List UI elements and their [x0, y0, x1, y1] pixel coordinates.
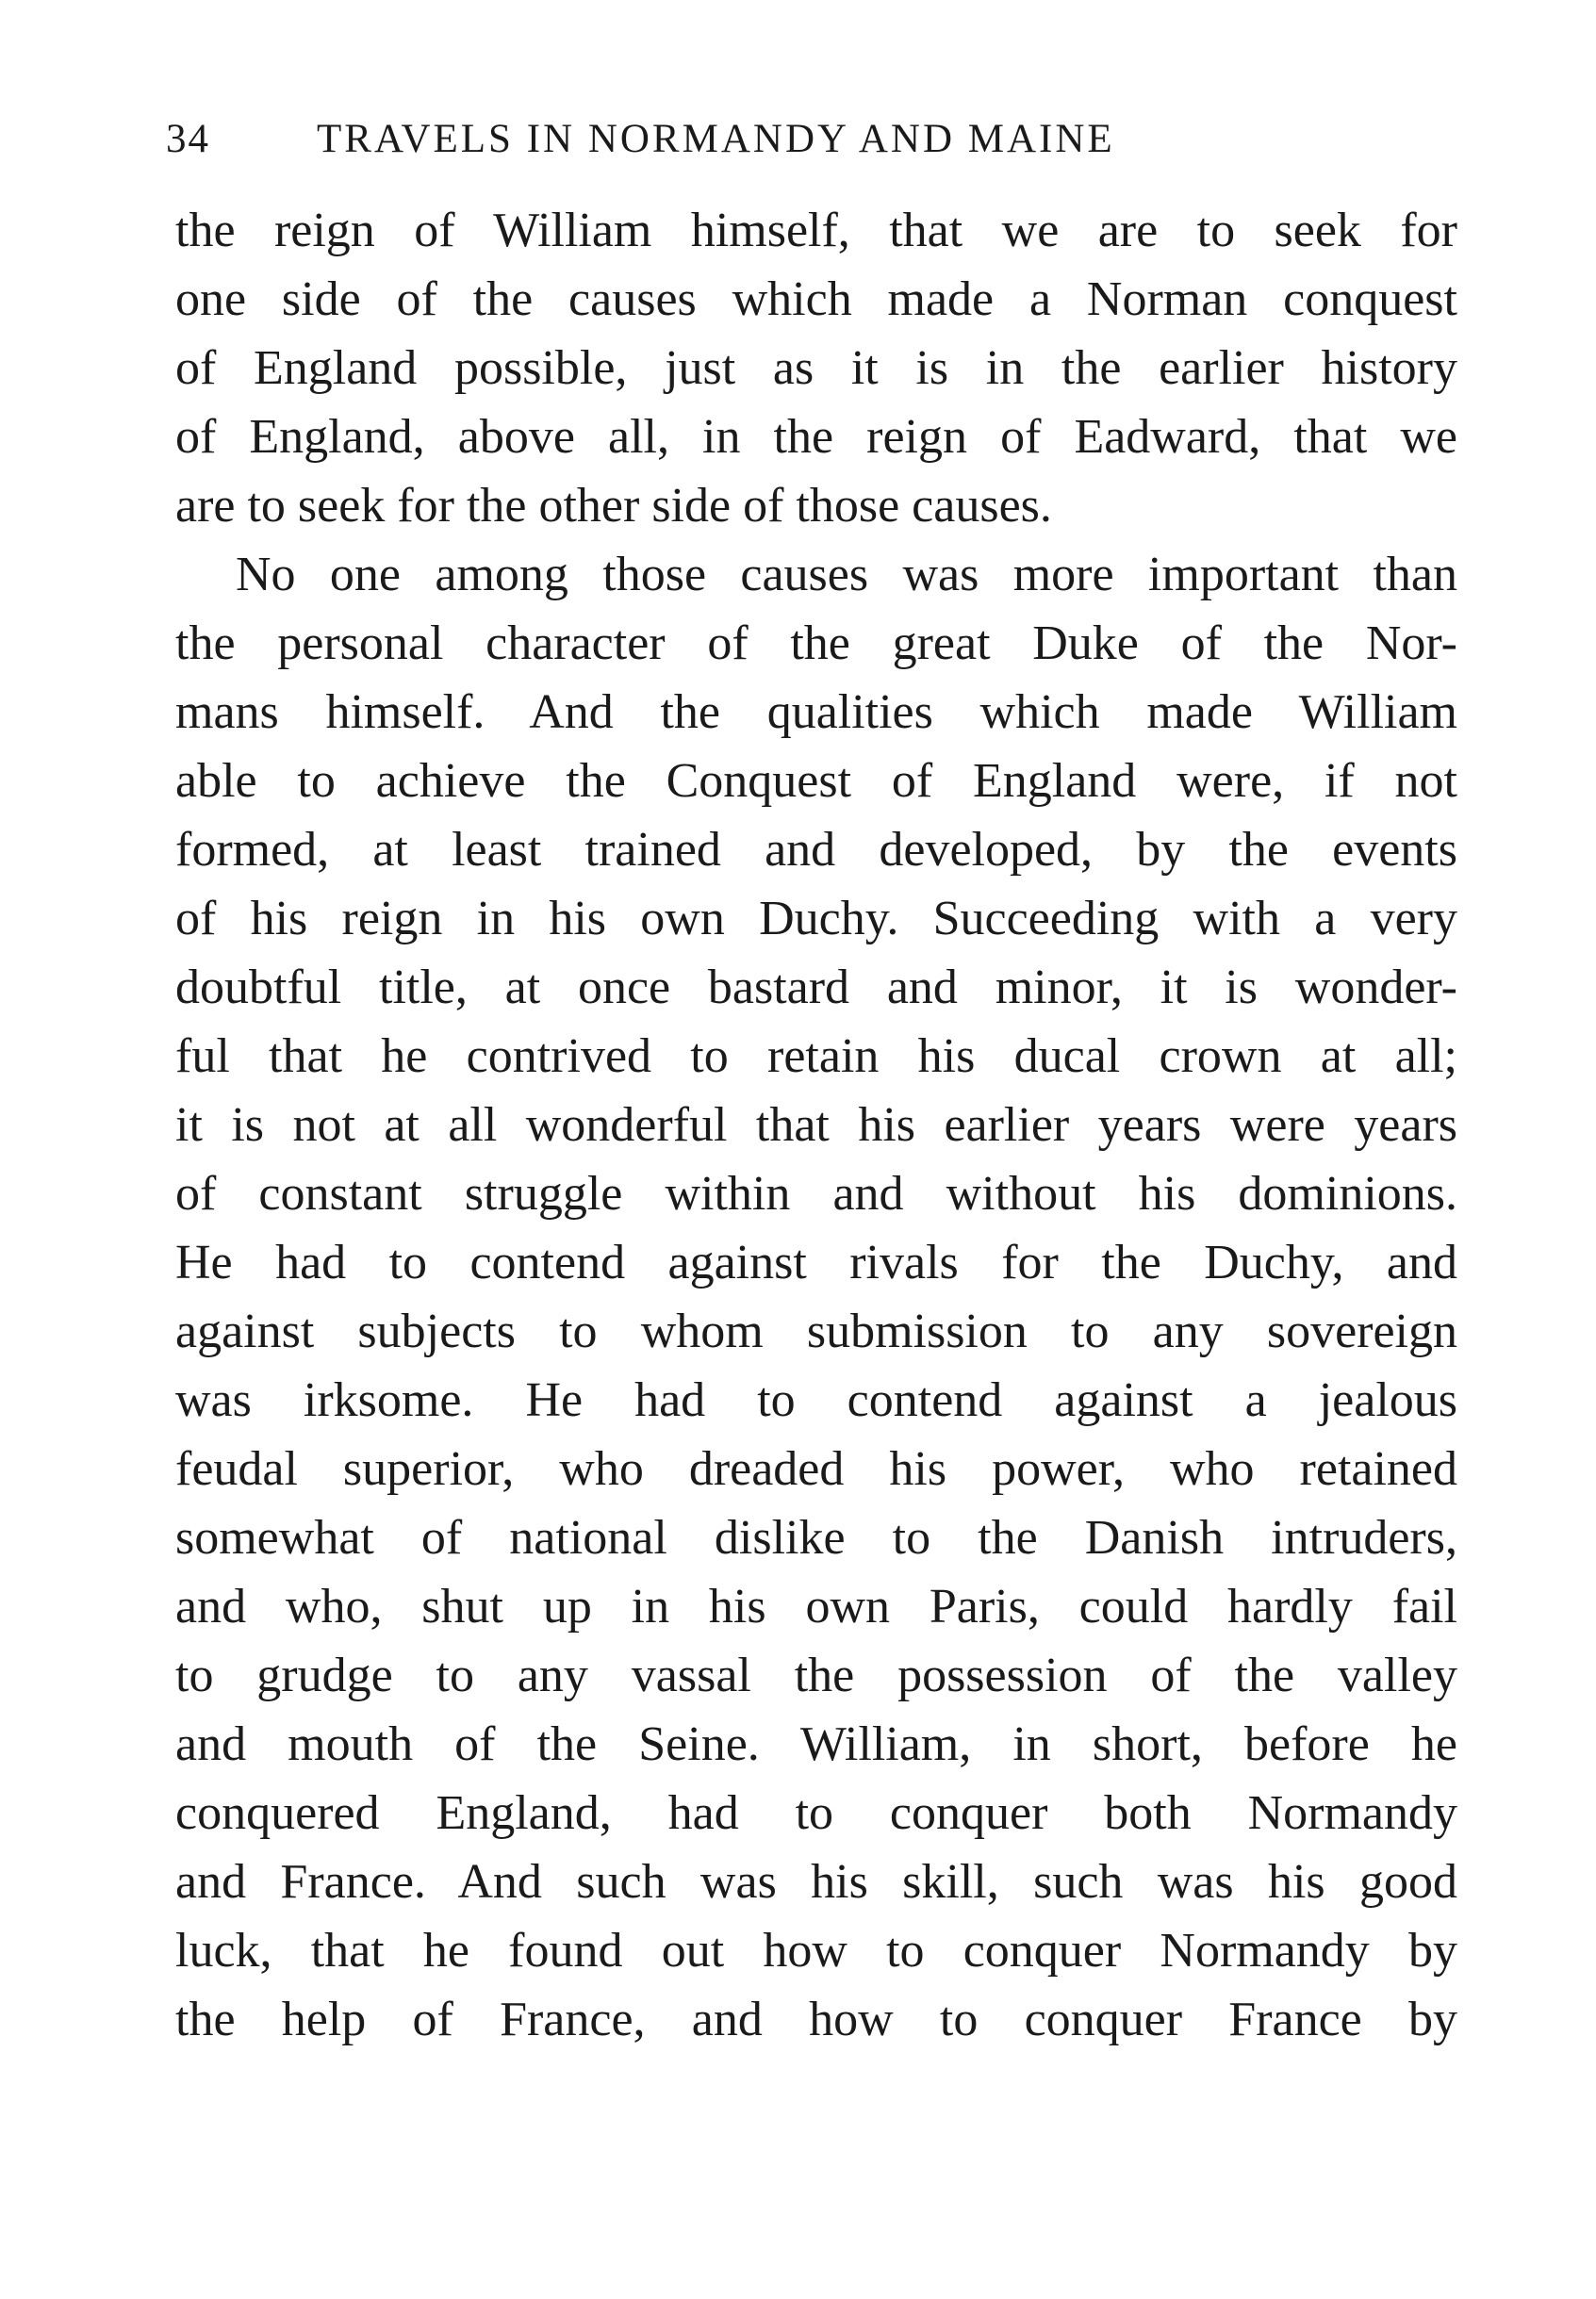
text-line: and France. And such was his skill, such was his good [175, 1855, 1457, 1909]
text-line: conquered England, had to conquer both Normandy [175, 1786, 1457, 1840]
text-line: able to achieve the Conquest of England were, if not [175, 754, 1457, 808]
text-line: of England, above all, in the reign of Eadward, that we [175, 410, 1457, 464]
text-line: formed, at least trained and developed, by the events [175, 823, 1457, 877]
page-number: 34 [166, 117, 210, 161]
text-line: of his reign in his own Duchy. Succeeding with a very [175, 892, 1457, 945]
text-line: against subjects to whom submission to any sovereign [175, 1305, 1457, 1358]
text-line: it is not at all wonderful that his earlier years were years [175, 1098, 1457, 1152]
text-line: mans himself. And the qualities which made William [175, 685, 1457, 739]
running-head [166, 113, 1325, 166]
text-line: the help of France, and how to conquer France by [175, 1993, 1457, 2046]
paragraph-end-line: are to seek for the other side of those causes. [175, 479, 1052, 533]
running-title: TRAVELS IN NORMANDY AND MAINE [317, 117, 1115, 161]
text-line: somewhat of national dislike to the Danish intruders, [175, 1511, 1457, 1565]
text-line: one side of the causes which made a Norman conquest [175, 272, 1457, 326]
text-line: ful that he contrived to retain his ducal crown at all; [175, 1029, 1457, 1083]
text-line: and who, shut up in his own Paris, could hardly fail [175, 1580, 1457, 1634]
text-line: of constant struggle within and without his dominions. [175, 1167, 1457, 1221]
paragraph-start-line: No one among those causes was more important than [236, 548, 1457, 601]
text-line: to grudge to any vassal the possession of the valley [175, 1649, 1457, 1702]
text-line: of England possible, just as it is in the earlier history [175, 341, 1457, 395]
text-line: the reign of William himself, that we are to seek for [175, 204, 1457, 257]
text-line: feudal superior, who dreaded his power, who retained [175, 1442, 1457, 1496]
text-line: He had to contend against rivals for the Duchy, and [175, 1236, 1457, 1289]
text-line: and mouth of the Seine. William, in short, before he [175, 1717, 1457, 1771]
text-line: was irksome. He had to contend against a jealous [175, 1373, 1457, 1427]
text-line: doubtful title, at once bastard and minor, it is wonder- [175, 961, 1457, 1014]
text-line: the personal character of the great Duke of the Nor- [175, 616, 1457, 670]
body-text [175, 196, 1457, 2054]
text-line: luck, that he found out how to conquer Normandy by [175, 1924, 1457, 1978]
